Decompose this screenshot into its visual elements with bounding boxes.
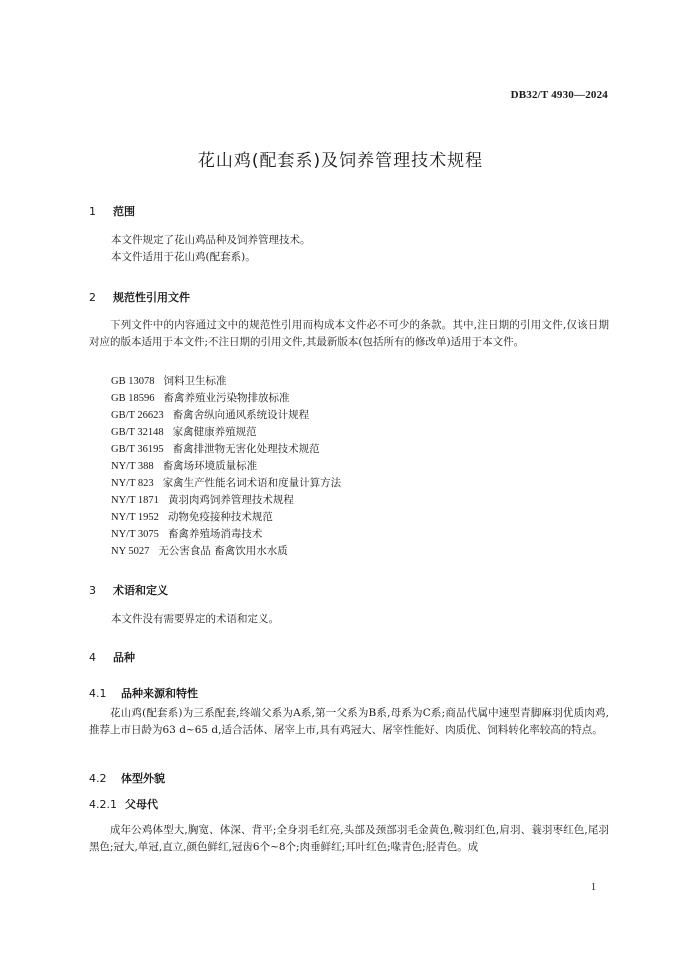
reference-code: GB/T 26623 <box>111 410 164 421</box>
parent-generation-paragraph: 成年公鸡体型大,胸宽、体深、背平;全身羽毛红亮,头部及颈部羽毛金黄色,鞍羽红色,肩羽、蓑羽枣红色,尾羽黑色;冠大,单冠,直立,颜色鲜红,冠齿6个~8个;肉垂鲜红;耳叶红色;喙青色;胫青色。成 <box>89 824 609 854</box>
reference-code: NY/T 388 <box>111 461 154 472</box>
reference-item <box>111 543 288 558</box>
reference-item <box>111 441 320 456</box>
section-title: 体型外貌 <box>121 772 165 785</box>
reference-item <box>111 526 262 541</box>
section-number: 3 <box>89 584 96 597</box>
page-number: 1 <box>591 882 596 893</box>
reference-item <box>111 424 257 439</box>
breed-source-paragraph: 花山鸡(配套系)为三系配套,终端父系为A系,第一父系为B系,母系为C系;商品代属中速型青脚麻羽优质肉鸡,推荐上市日龄为63 d~65 d,适合活体、屠宰上市,具有鸡冠大、屠宰性能好、肉质优、饲料转化率较高的特点。 <box>89 707 609 737</box>
reference-item <box>111 492 294 507</box>
reference-title: 动物免疫接种技术规范 <box>167 511 273 523</box>
reference-title: 畜禽养殖场消毒技术 <box>167 528 263 540</box>
section-title: 范围 <box>113 205 135 218</box>
section-3-heading <box>89 582 168 598</box>
section-number: 4 <box>89 651 96 664</box>
reference-title: 畜禽场环境质量标准 <box>162 460 258 472</box>
normative-intro-paragraph: 下列文件中的内容通过文中的规范性引用而构成本文件必不可少的条款。其中,注日期的引用文件,仅该日期对应的版本适用于本文件;不注日期的引用文件,其最新版本(包括所有的修改单)适用于本文件。 <box>89 319 609 349</box>
section-title: 父母代 <box>125 798 158 811</box>
section-number: 2 <box>89 291 96 304</box>
reference-item <box>111 458 257 473</box>
reference-code: NY/T 823 <box>111 478 154 489</box>
section-title: 品种来源和特性 <box>121 687 198 700</box>
reference-title: 畜禽舍纵向通风系统设计规程 <box>172 409 310 421</box>
reference-title: 畜禽排泄物无害化处理技术规范 <box>172 443 320 455</box>
section-4-2-heading <box>89 770 165 786</box>
reference-item <box>111 509 273 524</box>
section-4-heading <box>89 649 135 665</box>
reference-item <box>111 390 289 405</box>
reference-code: GB 13078 <box>111 376 155 387</box>
reference-item <box>111 373 226 388</box>
section-number: 4.2.1 <box>89 798 117 811</box>
reference-item <box>111 407 309 422</box>
section-title: 规范性引用文件 <box>113 291 190 304</box>
reference-item <box>111 475 341 490</box>
reference-code: GB/T 36195 <box>111 444 164 455</box>
reference-title: 饲料卫生标准 <box>163 375 227 387</box>
reference-code: NY 5027 <box>111 546 150 557</box>
reference-code: GB/T 32148 <box>111 427 164 438</box>
section-2-heading <box>89 289 190 305</box>
reference-code: GB 18596 <box>111 393 155 404</box>
section-number: 4.1 <box>89 687 107 700</box>
section-number: 1 <box>89 205 96 218</box>
section-number: 4.2 <box>89 772 107 785</box>
reference-code: NY/T 3075 <box>111 529 159 540</box>
scope-line-2: 本文件适用于花山鸡(配套系)。 <box>111 251 256 263</box>
reference-title: 无公害食品 畜禽饮用水水质 <box>158 545 288 557</box>
standard-code: DB32/T 4930—2024 <box>510 89 608 101</box>
terms-paragraph: 本文件没有需要界定的术语和定义。 <box>111 613 279 625</box>
reference-code: NY/T 1952 <box>111 512 159 523</box>
reference-title: 畜禽养殖业污染物排放标准 <box>163 392 290 404</box>
section-1-heading <box>89 203 135 219</box>
reference-title: 黄羽肉鸡饲养管理技术规程 <box>167 494 294 506</box>
section-4-1-heading <box>89 685 198 701</box>
section-title: 品种 <box>113 651 135 664</box>
reference-title: 家禽健康养殖规范 <box>172 426 257 438</box>
section-title: 术语和定义 <box>113 584 168 597</box>
document-title: 花山鸡(配套系)及饲养管理技术规程 <box>197 151 484 171</box>
section-4-2-1-heading <box>89 796 158 812</box>
scope-line-1: 本文件规定了花山鸡品种及饲养管理技术。 <box>111 234 311 246</box>
reference-title: 家禽生产性能名词术语和度量计算方法 <box>162 477 342 489</box>
reference-code: NY/T 1871 <box>111 495 159 506</box>
